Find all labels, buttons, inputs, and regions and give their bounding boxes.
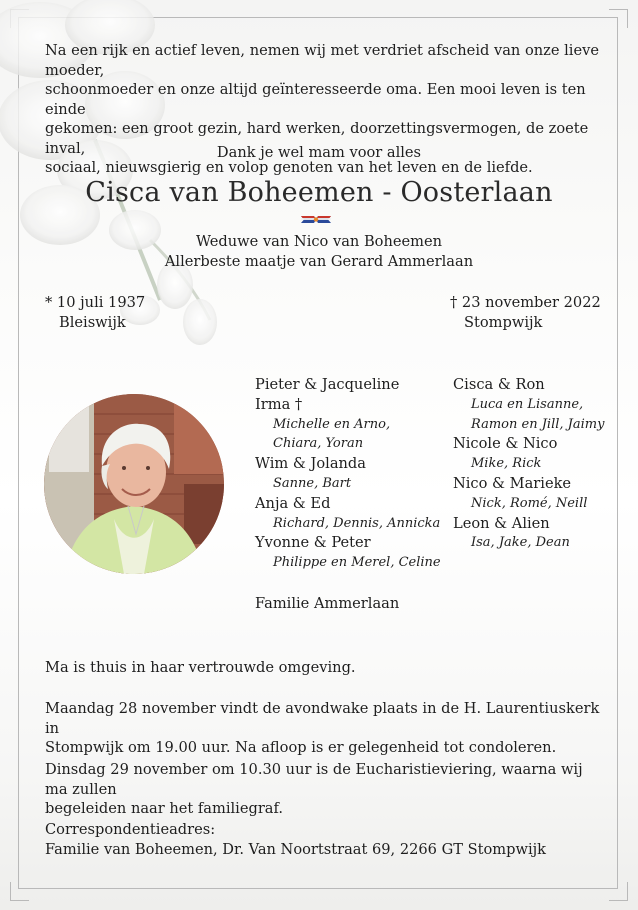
family-member: Nicole & Nico	[453, 435, 558, 453]
correspondence-address: Familie van Boheemen, Dr. Van Noortstraat 69, 2266 GT Stompwijk	[45, 840, 546, 858]
family-member: Wim & Jolanda	[255, 455, 366, 473]
funeral-line: begeleiden naar het familiegraf.	[45, 800, 284, 817]
grandchildren: Nick, Romé, Neill	[471, 495, 588, 511]
grandchildren: Ramon en Jill, Jaimy	[471, 416, 605, 432]
family-member: Yvonne & Peter	[255, 534, 371, 552]
birth-place: Bleiswijk	[59, 313, 126, 331]
wake-line: Maandag 28 november vindt de avondwake plaats in de H. Laurentiuskerk in	[45, 700, 600, 737]
birth-info	[45, 293, 145, 332]
grandchildren: Philippe en Merel, Celine	[273, 555, 441, 571]
family-extra: Familie Ammerlaan	[255, 595, 400, 612]
family-member: Leon & Alien	[453, 514, 550, 532]
death-place: Stompwijk	[464, 313, 543, 331]
family-member: Nico & Marieke	[453, 474, 572, 492]
intro-line: sociaal, nieuwsgierig en volop genoten van het leven en de liefde.	[45, 159, 533, 176]
birth-date: * 10 juli 1937	[45, 294, 146, 311]
family-member: Anja & Ed	[255, 494, 331, 512]
grandchildren: Sanne, Bart	[273, 475, 352, 491]
grandchildren: Isa, Jake, Dean	[471, 535, 570, 551]
frame-corner	[10, 882, 29, 901]
wake-notice	[45, 699, 600, 758]
grandchildren: Mike, Rick	[471, 456, 542, 472]
family-list-right	[453, 375, 604, 553]
intro-line: schoonmoeder en onze altijd geïnteresseerde oma. Een mooi leven is ten einde	[45, 81, 586, 118]
grandchildren: Richard, Dennis, Annicka	[273, 515, 441, 531]
death-info	[450, 293, 601, 332]
home-notice: Ma is thuis in haar vertrouwde omgeving.	[45, 659, 356, 676]
funeral-notice	[45, 760, 600, 819]
relation-line: Allerbeste maatje van Gerard Ammerlaan	[164, 252, 474, 270]
grandchildren: Chiara, Yoran	[273, 436, 364, 452]
frame-corner	[609, 9, 628, 28]
grandchildren: Michelle en Arno,	[273, 416, 391, 432]
family-member: Cisca & Ron	[453, 376, 545, 393]
intro-line: Na een rijk en actief leven, nemen wij met verdriet afscheid van onze lieve moeder,	[45, 42, 599, 79]
death-date: † 23 november 2022	[450, 294, 601, 311]
thanks-line: Dank je wel mam voor alles	[216, 144, 422, 161]
dutch-flag-ribbon-icon	[301, 215, 331, 224]
correspondence	[45, 820, 600, 859]
portrait-photo	[44, 394, 224, 574]
family-member: Pieter & Jacqueline	[255, 376, 400, 393]
correspondence-label: Correspondentieadres:	[45, 821, 216, 838]
intro-line: gekomen: een groot gezin, hard werken, doorzettingsvermogen, de zoete inval,	[45, 120, 589, 157]
wake-line: Stompwijk om 19.00 uur. Na afloop is er gelegenheid tot condoleren.	[45, 739, 557, 756]
relations	[0, 232, 638, 271]
funeral-line: Dinsdag 29 november om 10.30 uur is de Eucharistieviering, waarna wij ma zullen	[45, 761, 583, 798]
deceased-name: Cisca van Boheemen - Oosterlaan	[85, 177, 553, 208]
family-list-left	[255, 375, 441, 573]
frame-corner	[609, 882, 628, 901]
relation-line: Weduwe van Nico van Boheemen	[195, 233, 442, 250]
family-member: Irma †	[255, 395, 303, 413]
grandchildren: Luca en Lisanne,	[471, 396, 584, 412]
